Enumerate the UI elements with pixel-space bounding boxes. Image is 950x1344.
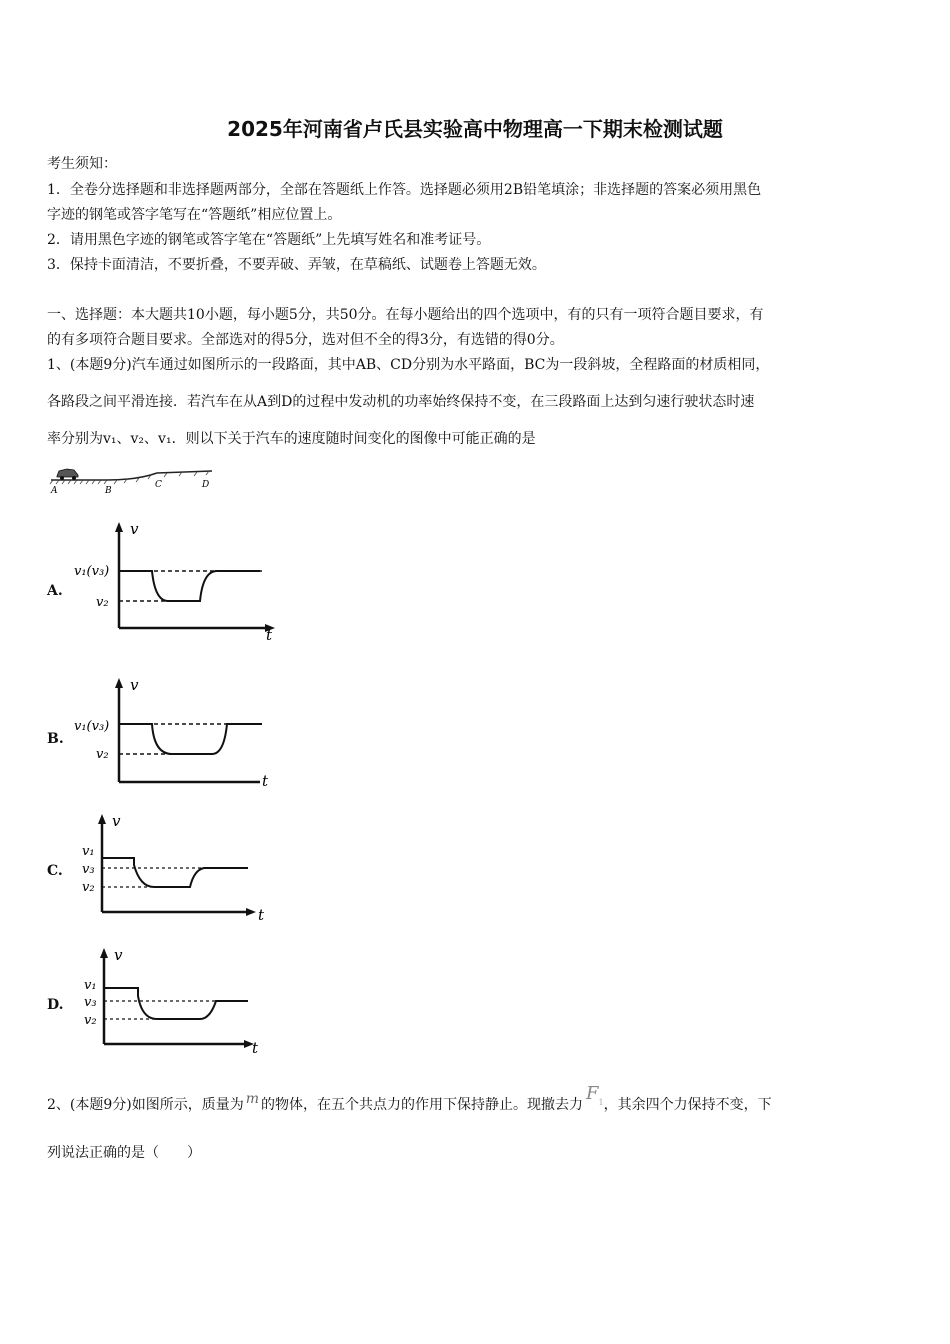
option-a-graph	[72, 518, 282, 643]
v1-label: v₁	[84, 978, 97, 993]
axis-v-label: v	[130, 676, 139, 694]
section-heading-cont: 的有多项符合题目要求。全部选对的得5分，选对但不全的得3分，有选错的得0分。	[47, 332, 564, 348]
v3-label: v₃	[84, 995, 97, 1010]
option-d-graph	[72, 942, 282, 1057]
road-label-c: C	[155, 480, 162, 490]
v3-label: v₃	[82, 862, 95, 877]
velocity-curve	[119, 571, 260, 601]
question-2-line-2: 列说法正确的是（ ）	[47, 1145, 201, 1161]
road-label-a: A	[51, 486, 58, 496]
mass-symbol: m	[245, 1091, 260, 1107]
question-2-text: ，其余四个力保持不变，下	[603, 1097, 772, 1113]
option-d-label[interactable]: D.	[47, 997, 64, 1013]
question-1-line: 1、(本题9分)汽车通过如图所示的一段路面，其中AB、CD分别为水平路面，BC为一段斜坡，全程路面的材质相同，	[47, 357, 770, 373]
section-heading: 一、选择题：本大题共10小题，每小题5分，共50分。在每小题给出的四个选项中，有的只有一项符合题目要求，有	[47, 307, 764, 323]
v1v3-label: v₁(v₃)	[74, 719, 110, 734]
question-1-line: 率分别为v₁、v₂、v₁．则以下关于汽车的速度随时间变化的图像中可能正确的是	[47, 431, 536, 447]
v2-label: v₂	[84, 1013, 97, 1028]
v1v3-label: v₁(v₃)	[74, 564, 110, 579]
question-2-text: 2、(本题9分)如图所示，质量为	[47, 1097, 244, 1113]
option-c-graph	[72, 808, 282, 923]
road-label-b: B	[105, 486, 112, 496]
page-title: 2025年河南省卢氏县实验高中物理高一下期末检测试题	[227, 117, 723, 141]
notice-item: 3．保持卡面清洁，不要折叠，不要弄破、弄皱，在草稿纸、试题卷上答题无效。	[47, 257, 546, 273]
option-b-graph	[72, 672, 282, 797]
notice-item: 2．请用黑色字迹的钢笔或答字笔在“答题纸”上先填写姓名和准考证号。	[47, 232, 491, 248]
option-c-label[interactable]: C.	[47, 863, 63, 879]
force-subscript: 1	[598, 1097, 604, 1107]
notice-item: 字迹的钢笔或答字笔写在“答题纸”相应位置上。	[47, 207, 342, 223]
v2-label: v₂	[82, 880, 95, 895]
question-1-line: 各路段之间平滑连接．若汽车在从A到D的过程中发动机的功率始终保持不变，在三段路面上达到匀速行驶状态时速	[47, 394, 755, 410]
velocity-curve	[104, 988, 248, 1019]
road-figure	[47, 460, 222, 496]
velocity-curve	[119, 724, 262, 754]
road-label-d: D	[202, 480, 210, 490]
axis-t-label: t	[266, 626, 273, 643]
axis-v-label: v	[130, 520, 139, 538]
velocity-curve	[102, 858, 248, 887]
axis-v-label: v	[114, 946, 123, 964]
axis-t-label: t	[258, 906, 265, 923]
option-b-label[interactable]: B.	[47, 731, 64, 747]
axis-t-label: t	[252, 1039, 259, 1057]
force-symbol: F	[586, 1083, 599, 1104]
v1-label: v₁	[82, 844, 95, 859]
option-a-label[interactable]: A.	[47, 583, 63, 599]
axis-v-label: v	[112, 812, 121, 830]
question-2-text: 的物体，在五个共点力的作用下保持静止。现撤去力	[261, 1097, 584, 1113]
notice-item: 1．全卷分选择题和非选择题两部分，全部在答题纸上作答。选择题必须用2B铅笔填涂；非选择题的答案必须用黑色	[47, 182, 762, 198]
v2-label: v₂	[96, 595, 109, 610]
axis-t-label: t	[262, 772, 269, 790]
car-icon	[57, 469, 78, 480]
v2-label: v₂	[96, 747, 109, 762]
notice-heading: 考生须知：	[47, 156, 117, 172]
question-2-line	[47, 1083, 772, 1115]
